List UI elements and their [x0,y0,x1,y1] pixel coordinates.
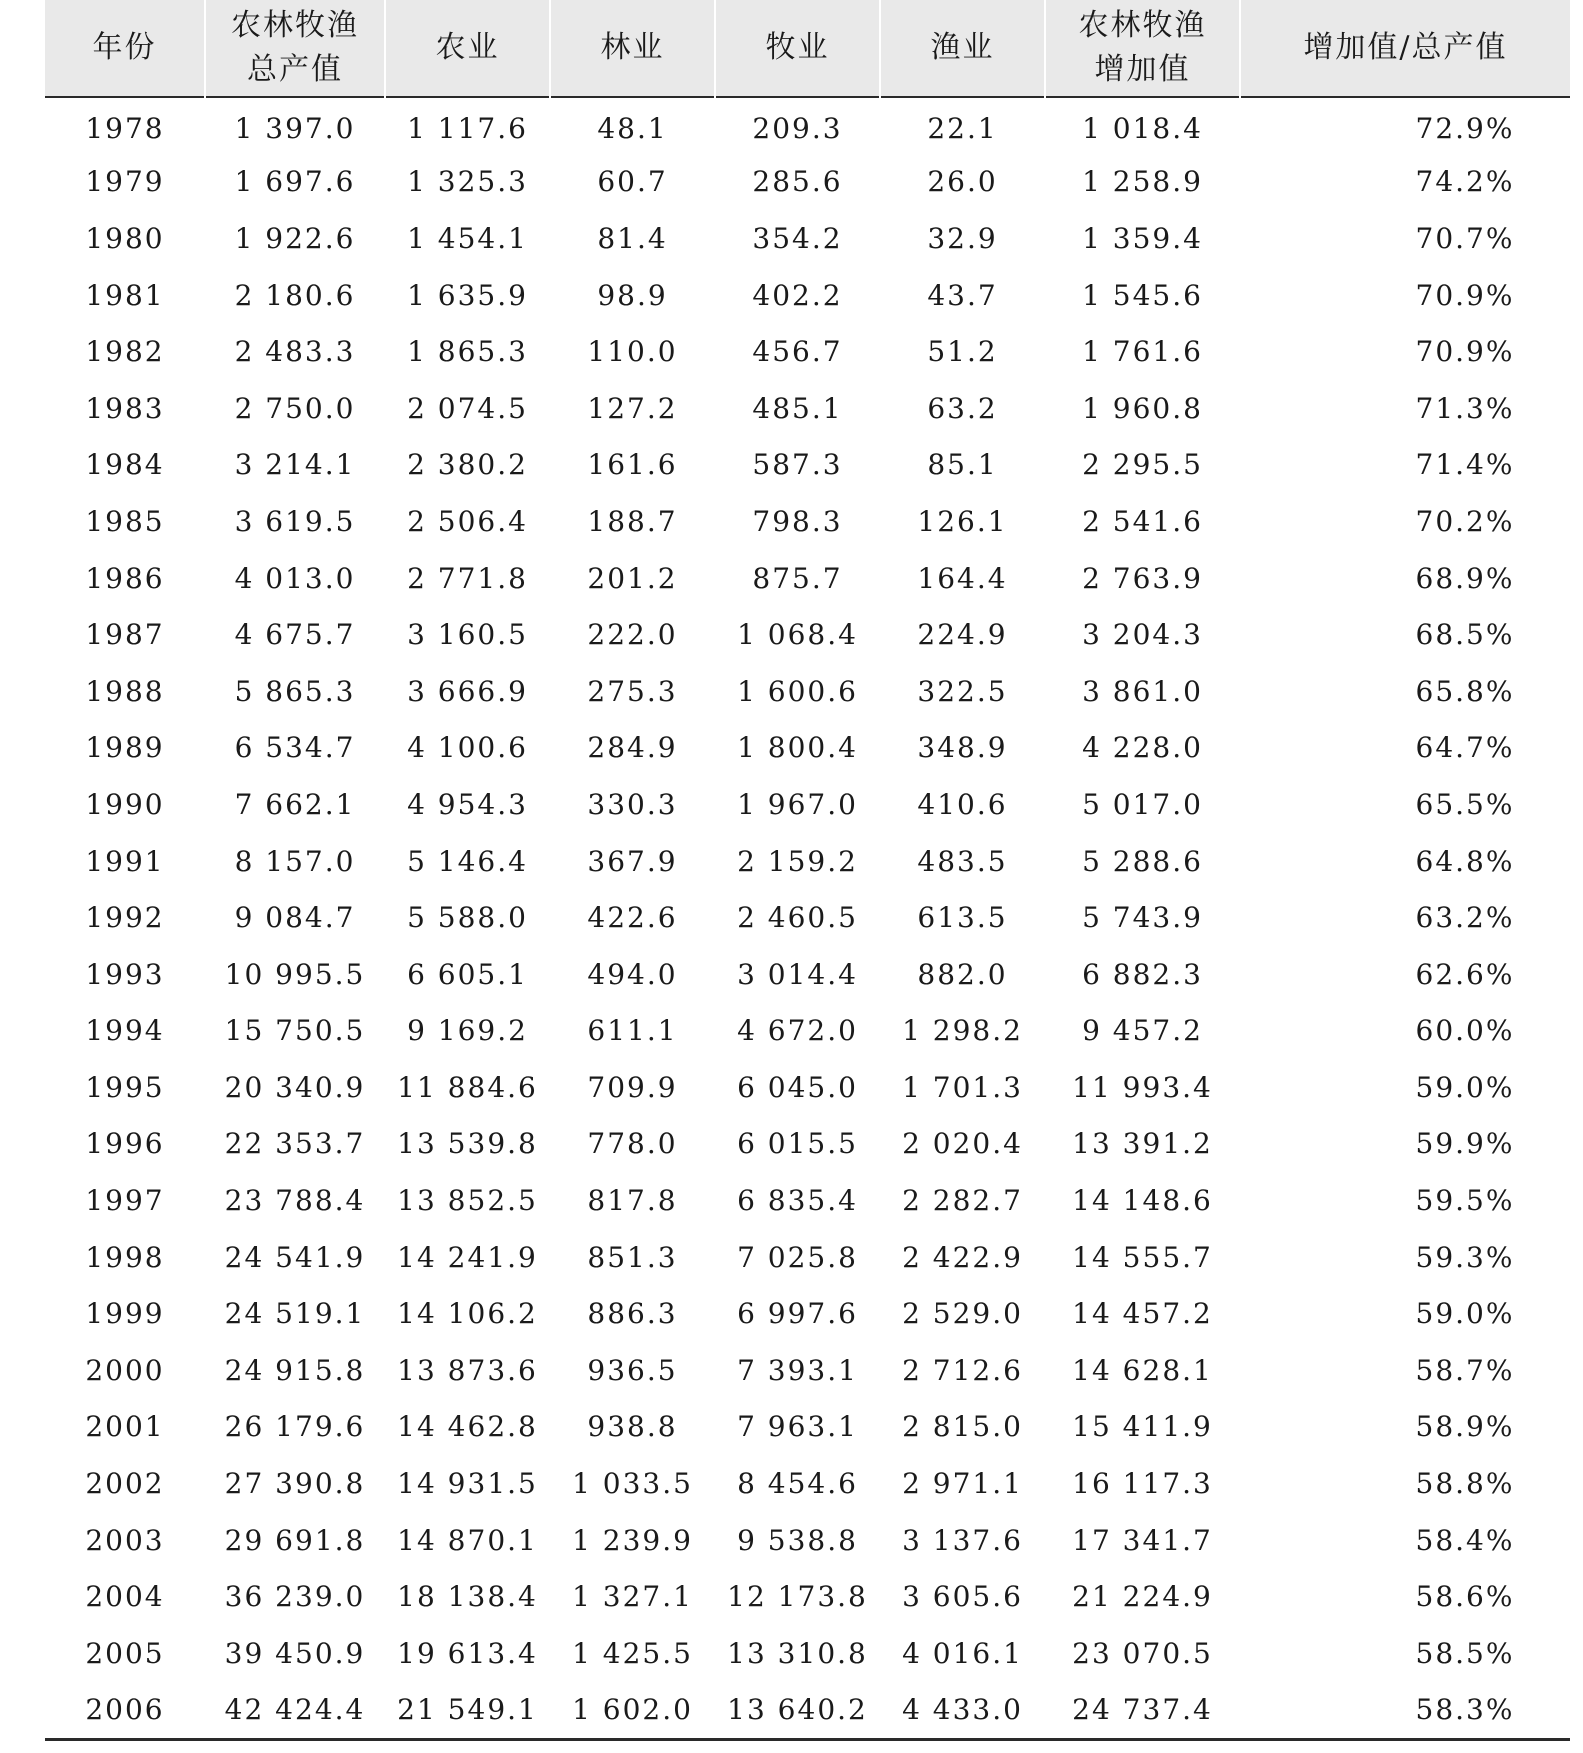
cell-fishery: 85.1 [927,448,998,482]
cell-total-output: 22 353.7 [224,1127,366,1161]
cell-agriculture: 4 100.6 [407,731,528,765]
cell-forestry: 494.0 [587,957,678,991]
cell-fishery: 322.5 [917,674,1008,708]
table-row [45,946,1570,1003]
cell-agriculture: 21 549.1 [397,1693,538,1727]
cell-total-output: 26 179.6 [224,1410,366,1444]
cell-ratio: 70.9% [1415,335,1515,369]
cell-animal-husbandry: 354.2 [752,221,843,255]
cell-animal-husbandry: 2 460.5 [737,901,858,935]
cell-fishery: 2 712.6 [902,1353,1023,1387]
cell-fishery: 2 529.0 [902,1297,1023,1331]
header-line-2: 增加值 [1094,52,1191,87]
cell-year: 1988 [85,674,165,708]
cell-fishery: 32.9 [927,221,998,255]
cell-year: 2003 [85,1523,165,1557]
cell-year: 1996 [85,1127,165,1161]
cell-fishery: 3 137.6 [902,1523,1023,1557]
cell-total-output: 24 915.8 [224,1353,366,1387]
table-row [45,889,1570,946]
cell-forestry: 422.6 [587,901,678,935]
cell-animal-husbandry: 7 393.1 [737,1353,858,1387]
cell-total-output: 2 750.0 [234,391,356,425]
cell-forestry: 330.3 [587,787,678,821]
cell-agriculture: 2 506.4 [407,504,528,538]
cell-year: 1993 [85,957,165,991]
cell-fishery: 410.6 [917,787,1008,821]
cell-agriculture: 6 605.1 [407,957,528,991]
cell-year: 1982 [85,335,165,369]
table-row [45,267,1570,324]
header-line-1: 林业 [600,30,665,65]
cell-ratio: 58.6% [1415,1580,1515,1614]
cell-fishery: 3 605.6 [902,1580,1023,1614]
cell-animal-husbandry: 4 672.0 [737,1014,858,1048]
table-row [45,776,1570,833]
table-row [45,210,1570,267]
table-row [45,1399,1570,1456]
cell-year: 2001 [85,1410,165,1444]
cell-agriculture: 14 241.9 [397,1240,538,1274]
cell-animal-husbandry: 2 159.2 [737,844,858,878]
cell-ratio: 74.2% [1415,165,1515,199]
cell-agriculture: 1 325.3 [407,165,528,199]
cell-forestry: 161.6 [587,448,678,482]
table-row [45,833,1570,890]
cell-ratio: 72.9% [1415,112,1515,146]
cell-value-added: 3 204.3 [1082,618,1203,652]
cell-total-output: 7 662.1 [234,787,356,821]
table-row [45,380,1570,437]
cell-ratio: 59.0% [1415,1070,1515,1104]
cell-animal-husbandry: 13 310.8 [727,1636,868,1670]
cell-fishery: 26.0 [927,165,998,199]
cell-total-output: 9 084.7 [234,901,356,935]
cell-value-added: 2 295.5 [1082,448,1203,482]
cell-value-added: 5 743.9 [1082,901,1203,935]
cell-total-output: 3 214.1 [234,448,356,482]
header-line-1: 农业 [435,30,500,65]
cell-agriculture: 3 160.5 [407,618,528,652]
cell-fishery: 882.0 [917,957,1008,991]
cell-year: 2004 [85,1580,165,1614]
cell-fishery: 2 282.7 [902,1184,1023,1218]
cell-fishery: 43.7 [927,278,998,312]
cell-year: 1989 [85,731,165,765]
cell-ratio: 70.2% [1415,504,1515,538]
cell-total-output: 24 541.9 [224,1240,366,1274]
cell-year: 1998 [85,1240,165,1274]
header-total-output [205,0,385,97]
cell-year: 1999 [85,1297,165,1331]
cell-forestry: 60.7 [597,165,668,199]
cell-year: 1990 [85,787,165,821]
cell-total-output: 36 239.0 [224,1580,366,1614]
cell-value-added: 14 628.1 [1072,1353,1213,1387]
header-line-1: 农林牧渔 [231,8,359,43]
cell-forestry: 1 327.1 [572,1580,693,1614]
cell-total-output: 2 180.6 [234,278,356,312]
cell-ratio: 63.2% [1415,901,1515,935]
table-row [45,493,1570,550]
cell-forestry: 48.1 [597,112,668,146]
cell-animal-husbandry: 485.1 [752,391,843,425]
cell-total-output: 15 750.5 [224,1014,366,1048]
cell-year: 1979 [85,165,165,199]
cell-value-added: 13 391.2 [1072,1127,1213,1161]
table-row [45,323,1570,380]
cell-animal-husbandry: 456.7 [752,335,843,369]
table-row [45,1059,1570,1116]
header-forestry [550,0,715,97]
cell-forestry: 938.8 [587,1410,678,1444]
header-animal-husbandry [715,0,880,97]
cell-forestry: 709.9 [587,1070,678,1104]
cell-forestry: 778.0 [587,1127,678,1161]
cell-total-output: 27 390.8 [224,1467,366,1501]
cell-year: 1984 [85,448,165,482]
cell-fishery: 4 433.0 [902,1693,1023,1727]
cell-animal-husbandry: 587.3 [752,448,843,482]
cell-value-added: 9 457.2 [1082,1014,1203,1048]
cell-agriculture: 13 873.6 [397,1353,538,1387]
cell-animal-husbandry: 6 045.0 [737,1070,858,1104]
header-line-1: 牧业 [765,30,830,65]
header-line-1: 增加值/总产值 [1303,30,1508,65]
cell-value-added: 24 737.4 [1072,1693,1213,1727]
cell-year: 1994 [85,1014,165,1048]
cell-year: 1983 [85,391,165,425]
cell-fishery: 483.5 [917,844,1008,878]
output-value-table [45,0,1570,1738]
header-line-1: 年份 [92,30,157,65]
cell-agriculture: 5 588.0 [407,901,528,935]
cell-ratio: 71.3% [1415,391,1515,425]
cell-value-added: 3 861.0 [1082,674,1203,708]
cell-value-added: 5 288.6 [1082,844,1203,878]
cell-fishery: 22.1 [927,112,998,146]
header-ratio [1240,0,1570,97]
cell-year: 2006 [85,1693,165,1727]
cell-total-output: 6 534.7 [234,731,356,765]
cell-fishery: 63.2 [927,391,998,425]
cell-ratio: 60.0% [1415,1014,1515,1048]
table-row [45,1172,1570,1229]
cell-total-output: 1 922.6 [234,221,356,255]
cell-total-output: 1 397.0 [234,112,356,146]
cell-fishery: 126.1 [917,504,1008,538]
cell-year: 2000 [85,1353,165,1387]
cell-forestry: 222.0 [587,618,678,652]
cell-animal-husbandry: 209.3 [752,112,843,146]
cell-value-added: 21 224.9 [1072,1580,1213,1614]
cell-agriculture: 14 870.1 [397,1523,538,1557]
cell-fishery: 613.5 [917,901,1008,935]
table-body [45,97,1570,1738]
cell-forestry: 851.3 [587,1240,678,1274]
header-line-1: 渔业 [930,30,995,65]
cell-fishery: 2 422.9 [902,1240,1023,1274]
cell-value-added: 1 258.9 [1082,165,1203,199]
cell-value-added: 2 541.6 [1082,504,1203,538]
cell-ratio: 58.7% [1415,1353,1515,1387]
cell-fishery: 1 701.3 [902,1070,1023,1104]
cell-forestry: 367.9 [587,844,678,878]
table-row [45,1285,1570,1342]
header-agriculture [385,0,550,97]
cell-year: 1985 [85,504,165,538]
cell-animal-husbandry: 1 967.0 [737,787,858,821]
cell-ratio: 64.8% [1415,844,1515,878]
cell-agriculture: 19 613.4 [397,1636,538,1670]
cell-total-output: 10 995.5 [224,957,366,991]
table-header [45,0,1570,97]
cell-fishery: 164.4 [917,561,1008,595]
cell-forestry: 1 602.0 [572,1693,693,1727]
cell-value-added: 15 411.9 [1072,1410,1213,1444]
cell-forestry: 201.2 [587,561,678,595]
cell-forestry: 284.9 [587,731,678,765]
cell-animal-husbandry: 6 015.5 [737,1127,858,1161]
table-row [45,720,1570,777]
cell-agriculture: 2 380.2 [407,448,528,482]
cell-forestry: 275.3 [587,674,678,708]
cell-animal-husbandry: 285.6 [752,165,843,199]
cell-animal-husbandry: 402.2 [752,278,843,312]
cell-total-output: 2 483.3 [234,335,356,369]
table-row [45,1003,1570,1060]
cell-animal-husbandry: 798.3 [752,504,843,538]
bottom-rule [45,1738,1570,1741]
table-row [45,663,1570,720]
cell-forestry: 886.3 [587,1297,678,1331]
cell-value-added: 4 228.0 [1082,731,1203,765]
cell-ratio: 68.9% [1415,561,1515,595]
cell-value-added: 14 555.7 [1072,1240,1213,1274]
table-row [45,1568,1570,1625]
table-row [45,1116,1570,1173]
cell-agriculture: 1 635.9 [407,278,528,312]
cell-year: 1997 [85,1184,165,1218]
cell-ratio: 64.7% [1415,731,1515,765]
cell-year: 2002 [85,1467,165,1501]
cell-animal-husbandry: 6 997.6 [737,1297,858,1331]
cell-year: 1978 [85,112,165,146]
cell-total-output: 5 865.3 [234,674,356,708]
cell-value-added: 1 545.6 [1082,278,1203,312]
cell-forestry: 127.2 [587,391,678,425]
cell-year: 1981 [85,278,165,312]
cell-ratio: 65.8% [1415,674,1515,708]
cell-animal-husbandry: 1 600.6 [737,674,858,708]
cell-agriculture: 18 138.4 [397,1580,538,1614]
table-row [45,1229,1570,1286]
cell-ratio: 65.5% [1415,787,1515,821]
cell-value-added: 11 993.4 [1072,1070,1213,1104]
cell-animal-husbandry: 8 454.6 [737,1467,858,1501]
cell-forestry: 611.1 [587,1014,678,1048]
cell-value-added: 5 017.0 [1082,787,1203,821]
table-row [45,1512,1570,1569]
cell-agriculture: 13 852.5 [397,1184,538,1218]
cell-year: 1991 [85,844,165,878]
cell-ratio: 70.7% [1415,221,1515,255]
header-value-added [1045,0,1240,97]
cell-forestry: 817.8 [587,1184,678,1218]
cell-ratio: 62.6% [1415,957,1515,991]
cell-total-output: 42 424.4 [224,1693,366,1727]
cell-ratio: 59.9% [1415,1127,1515,1161]
cell-value-added: 1 018.4 [1082,112,1203,146]
cell-total-output: 4 013.0 [234,561,356,595]
cell-forestry: 110.0 [587,335,678,369]
table-row [45,437,1570,494]
cell-year: 1987 [85,618,165,652]
cell-total-output: 23 788.4 [224,1184,366,1218]
cell-agriculture: 2 074.5 [407,391,528,425]
cell-fishery: 2 971.1 [902,1467,1023,1501]
header-fishery [880,0,1045,97]
cell-year: 1986 [85,561,165,595]
table-row [45,1342,1570,1399]
cell-fishery: 224.9 [917,618,1008,652]
cell-animal-husbandry: 3 014.4 [737,957,858,991]
cell-agriculture: 1 117.6 [407,112,528,146]
cell-year: 1995 [85,1070,165,1104]
cell-year: 1992 [85,901,165,935]
cell-agriculture: 5 146.4 [407,844,528,878]
table-row [45,154,1570,211]
cell-forestry: 188.7 [587,504,678,538]
cell-ratio: 59.5% [1415,1184,1515,1218]
cell-agriculture: 14 462.8 [397,1410,538,1444]
cell-ratio: 70.9% [1415,278,1515,312]
cell-total-output: 3 619.5 [234,504,356,538]
cell-ratio: 59.3% [1415,1240,1515,1274]
header-line-2: 总产值 [247,52,343,87]
cell-agriculture: 14 106.2 [397,1297,538,1331]
cell-value-added: 14 457.2 [1072,1297,1213,1331]
cell-fishery: 348.9 [917,731,1008,765]
cell-fishery: 1 298.2 [902,1014,1023,1048]
cell-forestry: 1 239.9 [572,1523,693,1557]
cell-agriculture: 4 954.3 [407,787,528,821]
cell-animal-husbandry: 6 835.4 [737,1184,858,1218]
cell-value-added: 1 960.8 [1082,391,1203,425]
cell-animal-husbandry: 7 025.8 [737,1240,858,1274]
cell-value-added: 17 341.7 [1072,1523,1213,1557]
cell-value-added: 1 359.4 [1082,221,1203,255]
table-row [45,97,1570,154]
cell-total-output: 4 675.7 [234,618,356,652]
cell-forestry: 81.4 [597,221,668,255]
cell-forestry: 98.9 [597,278,668,312]
table-row [45,1682,1570,1739]
cell-agriculture: 1 865.3 [407,335,528,369]
cell-agriculture: 9 169.2 [407,1014,528,1048]
cell-ratio: 58.3% [1415,1693,1515,1727]
table-row [45,606,1570,663]
cell-total-output: 39 450.9 [224,1636,366,1670]
cell-animal-husbandry: 1 068.4 [737,618,858,652]
cell-year: 1980 [85,221,165,255]
cell-agriculture: 1 454.1 [407,221,528,255]
header-year [45,0,205,97]
cell-fishery: 51.2 [927,335,998,369]
cell-forestry: 1 033.5 [572,1467,693,1501]
cell-value-added: 2 763.9 [1082,561,1203,595]
cell-ratio: 68.5% [1415,618,1515,652]
cell-animal-husbandry: 1 800.4 [737,731,858,765]
cell-ratio: 58.8% [1415,1467,1515,1501]
cell-ratio: 58.9% [1415,1410,1515,1444]
cell-ratio: 58.5% [1415,1636,1515,1670]
cell-ratio: 59.0% [1415,1297,1515,1331]
cell-total-output: 29 691.8 [224,1523,366,1557]
cell-agriculture: 3 666.9 [407,674,528,708]
cell-agriculture: 13 539.8 [397,1127,538,1161]
table-row [45,550,1570,607]
cell-animal-husbandry: 7 963.1 [737,1410,858,1444]
cell-animal-husbandry: 9 538.8 [737,1523,858,1557]
cell-animal-husbandry: 12 173.8 [727,1580,868,1614]
cell-ratio: 71.4% [1415,448,1515,482]
cell-year: 2005 [85,1636,165,1670]
cell-value-added: 1 761.6 [1082,335,1203,369]
cell-value-added: 6 882.3 [1082,957,1203,991]
cell-value-added: 14 148.6 [1072,1184,1213,1218]
cell-agriculture: 11 884.6 [397,1070,538,1104]
cell-total-output: 1 697.6 [234,165,356,199]
cell-fishery: 4 016.1 [902,1636,1023,1670]
cell-total-output: 8 157.0 [234,844,356,878]
cell-forestry: 936.5 [587,1353,678,1387]
cell-agriculture: 2 771.8 [407,561,528,595]
header-row [45,0,1570,97]
table-row [45,1625,1570,1682]
table-row [45,1455,1570,1512]
header-line-1: 农林牧渔 [1078,8,1207,43]
cell-total-output: 20 340.9 [224,1070,366,1104]
cell-total-output: 24 519.1 [224,1297,366,1331]
cell-value-added: 23 070.5 [1072,1636,1213,1670]
cell-value-added: 16 117.3 [1072,1467,1213,1501]
cell-fishery: 2 020.4 [902,1127,1023,1161]
cell-animal-husbandry: 13 640.2 [727,1693,868,1727]
data-table-container [45,0,1570,1738]
cell-fishery: 2 815.0 [902,1410,1023,1444]
cell-ratio: 58.4% [1415,1523,1515,1557]
cell-agriculture: 14 931.5 [397,1467,538,1501]
cell-forestry: 1 425.5 [572,1636,693,1670]
cell-animal-husbandry: 875.7 [752,561,843,595]
